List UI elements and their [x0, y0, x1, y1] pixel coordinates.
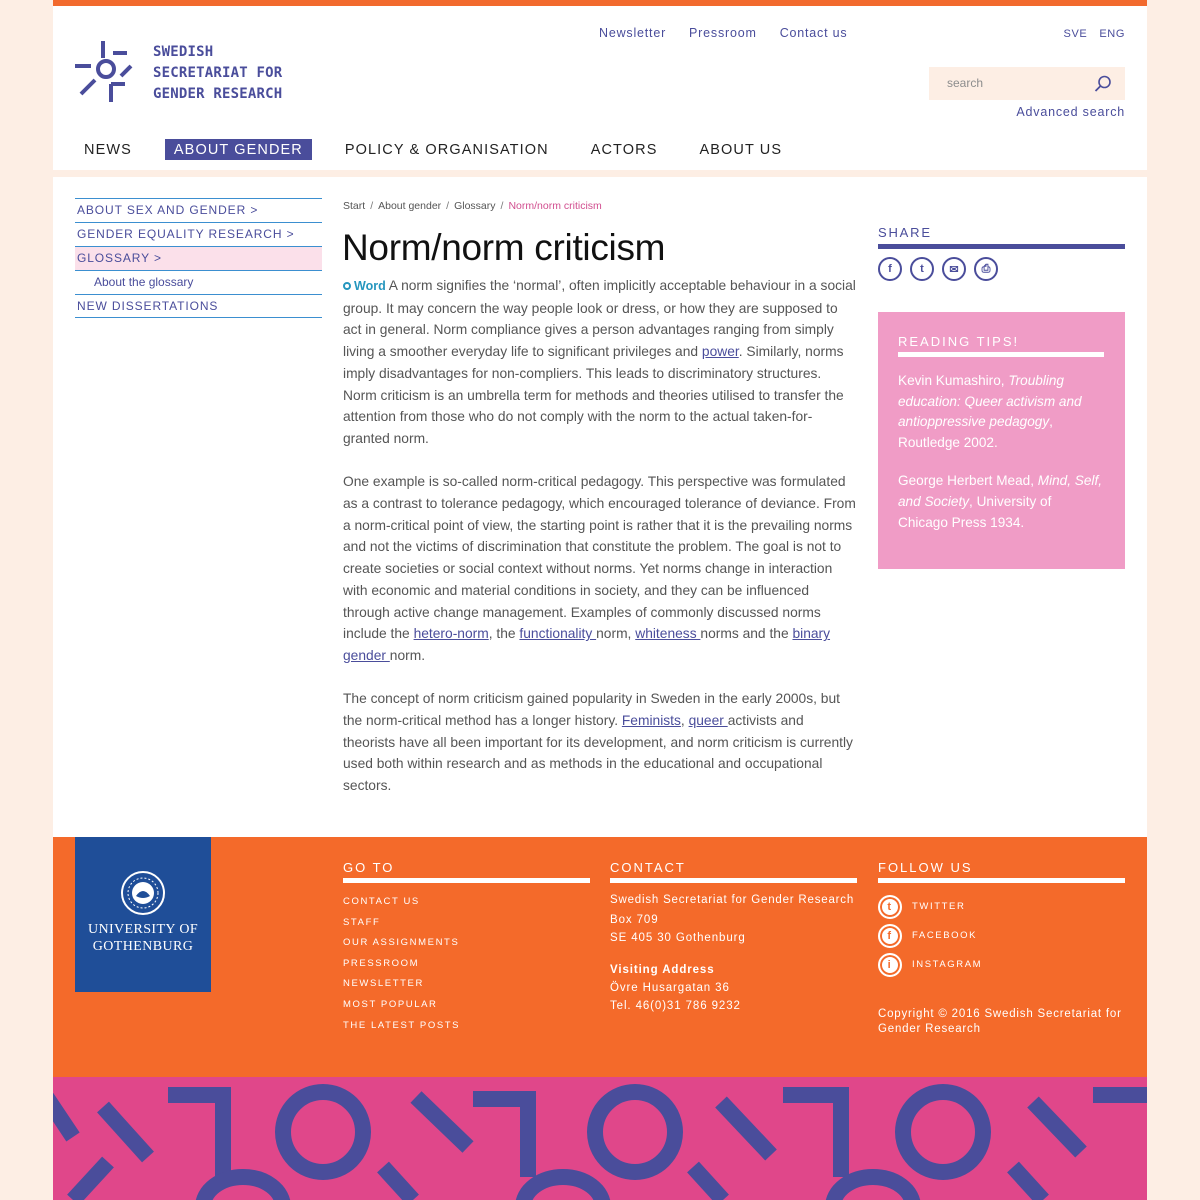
sidebar-item-about-glossary[interactable]: About the glossary: [75, 270, 322, 294]
twitter-icon: t: [878, 895, 902, 919]
lang-sve[interactable]: SVE: [1063, 28, 1088, 40]
share-label: SHARE: [878, 225, 1125, 249]
page: [53, 0, 1147, 1200]
link-whiteness[interactable]: whiteness: [635, 626, 701, 642]
copyright: Copyright © 2016 Swedish Secretariat for Gender Research: [878, 1008, 1122, 1035]
footer-link-assignments[interactable]: OUR ASSIGNMENTS: [343, 937, 460, 949]
email-icon[interactable]: ✉: [942, 257, 966, 281]
footer-goto-label: GO TO: [343, 860, 590, 883]
sidebar-item-gender-equality-research[interactable]: GENDER EQUALITY RESEARCH >: [75, 222, 322, 246]
link-functionality[interactable]: functionality: [519, 626, 597, 642]
link-binary-gender[interactable]: binary gender: [343, 626, 831, 663]
footer-link-contact-us[interactable]: CONTACT US: [343, 896, 420, 907]
link-queer[interactable]: queer: [688, 713, 728, 729]
article-paragraph: One example is so-called norm-critical pedagogy. This perspective was formulated as a contrast to tolerance pedagogy, which encouraged tolerance of deviance. From a norm-critical point of view, the starting point is rather that it is the prevailing norms and not the victims of discrimination that constitute the problem. The goal is not to create societies or social context without norms. Yet norms change in interaction with economic and material conditions in society, and they can be influenced through active change management. Examples of commonly discussed norms include the hetero-norm, the functionality norm, whiteness norms and the binary gender norm.: [343, 474, 856, 663]
site-footer: [53, 837, 1147, 1077]
facebook-icon[interactable]: f: [878, 257, 902, 281]
utility-link-contact[interactable]: Contact us: [779, 26, 848, 40]
utility-link-pressroom[interactable]: Pressroom: [689, 26, 757, 40]
link-power[interactable]: power: [701, 344, 739, 360]
nav-about-us[interactable]: ABOUT US: [699, 142, 783, 158]
article-body: [343, 275, 858, 819]
breadcrumb: Start / About gender / Glossary / Norm/norm criticism: [343, 200, 602, 212]
footer-link-pressroom[interactable]: PRESSROOM: [343, 957, 420, 969]
footer-follow-label: FOLLOW US: [878, 860, 1125, 883]
main-content: [53, 177, 1147, 837]
contact-box: Box 709: [610, 914, 659, 926]
search-placeholder: search: [947, 76, 984, 90]
advanced-search-link[interactable]: Advanced search: [1016, 105, 1125, 119]
sidebar-item-glossary[interactable]: GLOSSARY >: [75, 246, 322, 270]
logo-wordmark: SWEDISH SECRETARIAT FOR GENDER RESEARCH: [153, 44, 283, 102]
sidebar-item-about-sex-gender[interactable]: ABOUT SEX AND GENDER >: [75, 198, 322, 222]
reading-tips-label: READING TIPS!: [898, 334, 1104, 357]
footer-contact-label: CONTACT: [610, 860, 857, 883]
university-logo[interactable]: [75, 837, 211, 992]
contact-visit-label: Visiting Address: [610, 964, 715, 976]
site-header: [53, 0, 1147, 170]
site-logo[interactable]: [73, 36, 293, 106]
nav-about-gender[interactable]: ABOUT GENDER: [165, 139, 312, 160]
nav-news[interactable]: NEWS: [84, 142, 132, 158]
reading-tips: [878, 312, 1125, 569]
nav-actors[interactable]: ACTORS: [590, 142, 658, 158]
search-input[interactable]: [929, 67, 1125, 100]
follow-facebook[interactable]: f FACEBOOK: [878, 921, 1125, 950]
footer-follow: [878, 860, 1125, 1037]
nav-policy-organisation[interactable]: POLICY & ORGANISATION: [344, 142, 549, 158]
breadcrumb-start[interactable]: Start: [343, 200, 366, 212]
university-seal-icon: [120, 870, 166, 916]
footer-link-staff[interactable]: STAFF: [343, 916, 381, 928]
link-feminists[interactable]: Feminists: [621, 713, 681, 729]
share-box: [878, 225, 1125, 281]
pattern-shapes-icon: [53, 1077, 1147, 1200]
main-nav: [75, 139, 815, 160]
logo-sun-icon: [73, 36, 145, 106]
word-dot-icon: [343, 282, 351, 290]
follow-instagram[interactable]: i INSTAGRAM: [878, 950, 1125, 979]
print-icon[interactable]: ⎙: [974, 257, 998, 281]
footer-goto: [343, 860, 590, 1036]
footer-link-most-popular[interactable]: MOST POPULAR: [343, 998, 438, 1010]
twitter-icon[interactable]: t: [910, 257, 934, 281]
footer-link-newsletter[interactable]: NEWSLETTER: [343, 978, 424, 990]
search-icon[interactable]: [1093, 74, 1113, 99]
decorative-pattern: [53, 1077, 1147, 1200]
page-title: Norm/norm criticism: [342, 227, 666, 268]
side-nav: [75, 198, 322, 318]
link-hetero-norm[interactable]: hetero-norm: [413, 626, 489, 642]
facebook-icon: f: [878, 924, 902, 948]
university-name: UNIVERSITY OF GOTHENBURG: [87, 922, 199, 954]
instagram-icon: i: [878, 953, 902, 977]
word-tag: Word: [343, 279, 386, 293]
lang-eng[interactable]: ENG: [1099, 28, 1125, 40]
breadcrumb-glossary[interactable]: Glossary: [454, 200, 496, 212]
contact-tel: Tel. 46(0)31 786 9232: [610, 1000, 741, 1012]
utility-link-newsletter[interactable]: Newsletter: [599, 26, 667, 40]
footer-link-latest-posts[interactable]: THE LATEST POSTS: [343, 1019, 461, 1031]
language-switcher: [1064, 28, 1125, 40]
reading-tip: George Herbert Mead, Mind, Self, and Society, University of Chicago Press 1934.: [898, 473, 1102, 530]
breadcrumb-current: Norm/norm criticism: [508, 200, 602, 212]
breadcrumb-about-gender[interactable]: About gender: [378, 200, 442, 212]
contact-street: Övre Husargatan 36: [610, 982, 730, 994]
contact-city: SE 405 30 Gothenburg: [610, 932, 746, 944]
utility-nav: [599, 26, 847, 40]
contact-org: Swedish Secretariat for Gender Research: [610, 894, 855, 906]
article-paragraph: Word A norm signifies the ‘normal’, often implicitly acceptable behaviour in a social group. It may concern the way people look or dress, or how they are supposed to act in general. Norm compliance gives a person advantages ranging from simply living a smoother everyday life to significant privileges and power. Similarly, norms imply disadvantages for non-compliers. This leads to discriminatory structures. Norm criticism is an umbrella term for methods and theories utilised to transfer the attention from those who do not comply with the norm to the actual taken-for-granted norm.: [343, 278, 856, 446]
footer-contact: [610, 860, 857, 1012]
sidebar-item-new-dissertations[interactable]: NEW DISSERTATIONS: [75, 294, 322, 318]
follow-twitter[interactable]: t TWITTER: [878, 892, 1125, 921]
reading-tip: Kevin Kumashiro, Troubling education: Queer activism and antioppressive pedagogy, Routledge 2002.: [898, 373, 1082, 450]
article-paragraph: The concept of norm criticism gained popularity in Sweden in the early 2000s, but the norm-critical method has a longer history. Feminists, queer activists and theorists have all been important for its development, and norm criticism is currently used both within research and as methods in the educational and occupational sectors.: [343, 691, 853, 794]
